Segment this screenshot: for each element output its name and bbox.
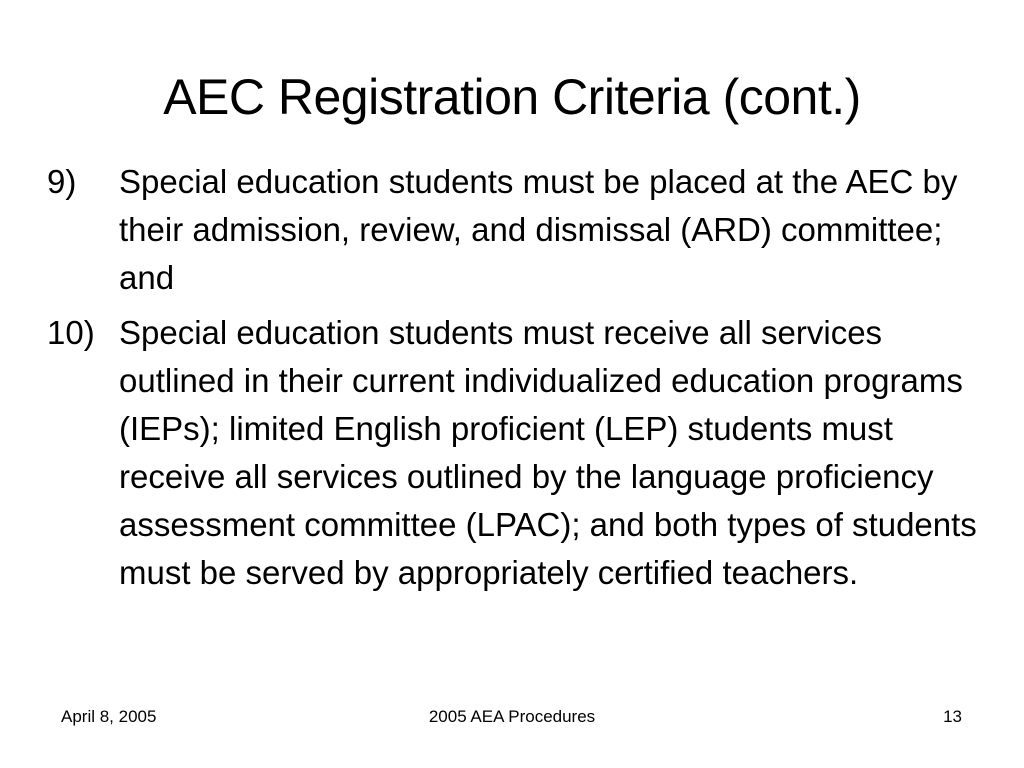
footer-title: 2005 AEA Procedures bbox=[428, 707, 596, 726]
slide-title: AEC Registration Criteria (cont.) bbox=[163, 69, 861, 125]
item-text: Special education students must receive all services outlined in their current individualized education programs (IEPs); limited English proficient (LEP) students must receive all services outlined by the language proficiency assessment committee (LPAC); and both types of students must be served by appropriately certified teachers. bbox=[119, 314, 977, 591]
item-text: Special education students must be placed at the AEC by their admission, review, and dismissal (ARD) committee; and bbox=[119, 163, 958, 296]
footer-date: April 8, 2005 bbox=[61, 707, 157, 726]
item-number: 10) bbox=[47, 314, 95, 351]
page-number: 13 bbox=[943, 707, 962, 726]
list-item bbox=[47, 158, 977, 302]
list-item bbox=[47, 309, 977, 597]
criteria-list bbox=[47, 158, 977, 597]
item-number: 9) bbox=[47, 163, 77, 200]
